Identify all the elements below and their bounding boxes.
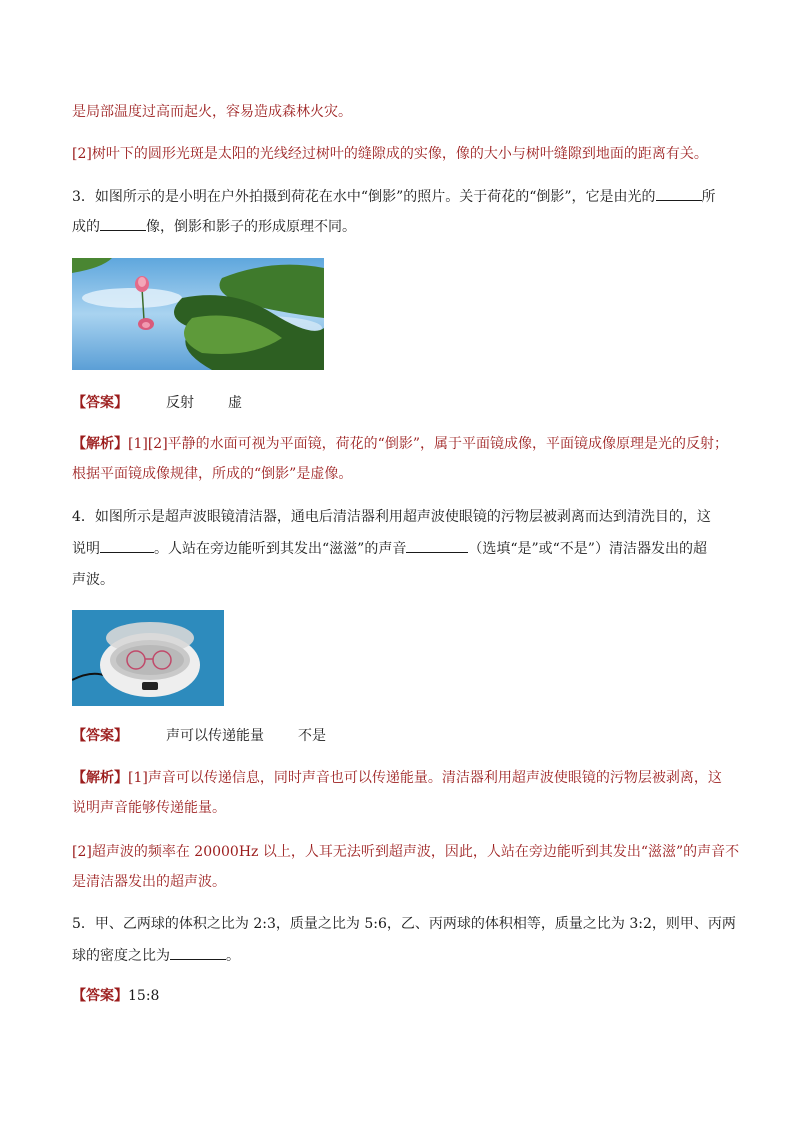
blank-5 (170, 945, 226, 960)
analysis-3-line-2: 根据平面镜成像规律，所成的“倒影”是虚像。 (72, 466, 353, 482)
blank-1 (656, 186, 702, 201)
analysis-4-line-3: [2]超声波的频率在 20000Hz 以上，人耳无法听到超声波，因此，人站在旁边能听到其发出“滋滋”的声音不 (72, 844, 740, 860)
blank-2 (100, 216, 146, 231)
lotus-reflection-photo (72, 258, 324, 370)
question-5-line-1: 5．甲、乙两球的体积之比为 2:3，质量之比为 5:6，乙、丙两球的体积相等，质量之比为 3:2，则甲、丙两 (72, 916, 736, 932)
blank-3 (100, 538, 154, 553)
question-3-line-2: 成的 像，倒影和影子的形成原理不同。 (72, 216, 356, 237)
analysis-item-2: [2]树叶下的圆形光斑是太阳的光线经过树叶的缝隙成的实像，像的大小与树叶缝隙到地面的距离有关。 (72, 146, 708, 162)
answer-4: 【答案】 声可以传递能量 不是 (72, 728, 326, 744)
ultrasonic-cleaner-photo (72, 610, 224, 706)
question-3-line-1: 3．如图所示的是小明在户外拍摄到荷花在水中“倒影”的照片。关于荷花的“倒影”，它是由光的 所 (72, 186, 716, 207)
blank-4 (406, 538, 468, 553)
answer-5: 【答案】15:8 (72, 988, 160, 1004)
answer-3: 【答案】 反射 虚 (72, 395, 242, 411)
analysis-4-line-1: 【解析】[1]声音可以传递信息，同时声音也可以传递能量。清洁器利用超声波使眼镜的污物层被剥离，这 (72, 770, 722, 786)
analysis-continuation: 是局部温度过高而起火，容易造成森林火灾。 (72, 104, 352, 120)
analysis-3-line-1: 【解析】[1][2]平静的水面可视为平面镜，荷花的“倒影”，属于平面镜成像，平面镜成像原理是光的反射； (72, 436, 728, 452)
question-4-line-2: 说明 。人站在旁边能听到其发出“滋滋”的声音 （选填“是”或“不是”）清洁器发出的超 (72, 538, 707, 559)
question-4-line-3: 声波。 (72, 572, 114, 588)
question-4-line-1: 4．如图所示是超声波眼镜清洁器，通电后清洁器利用超声波使眼镜的污物层被剥离而达到清洗目的，这 (72, 509, 711, 525)
analysis-4-line-4: 是清洁器发出的超声波。 (72, 874, 226, 890)
question-5-line-2: 球的密度之比为 。 (72, 945, 240, 966)
analysis-4-line-2: 说明声音能够传递能量。 (72, 800, 226, 816)
